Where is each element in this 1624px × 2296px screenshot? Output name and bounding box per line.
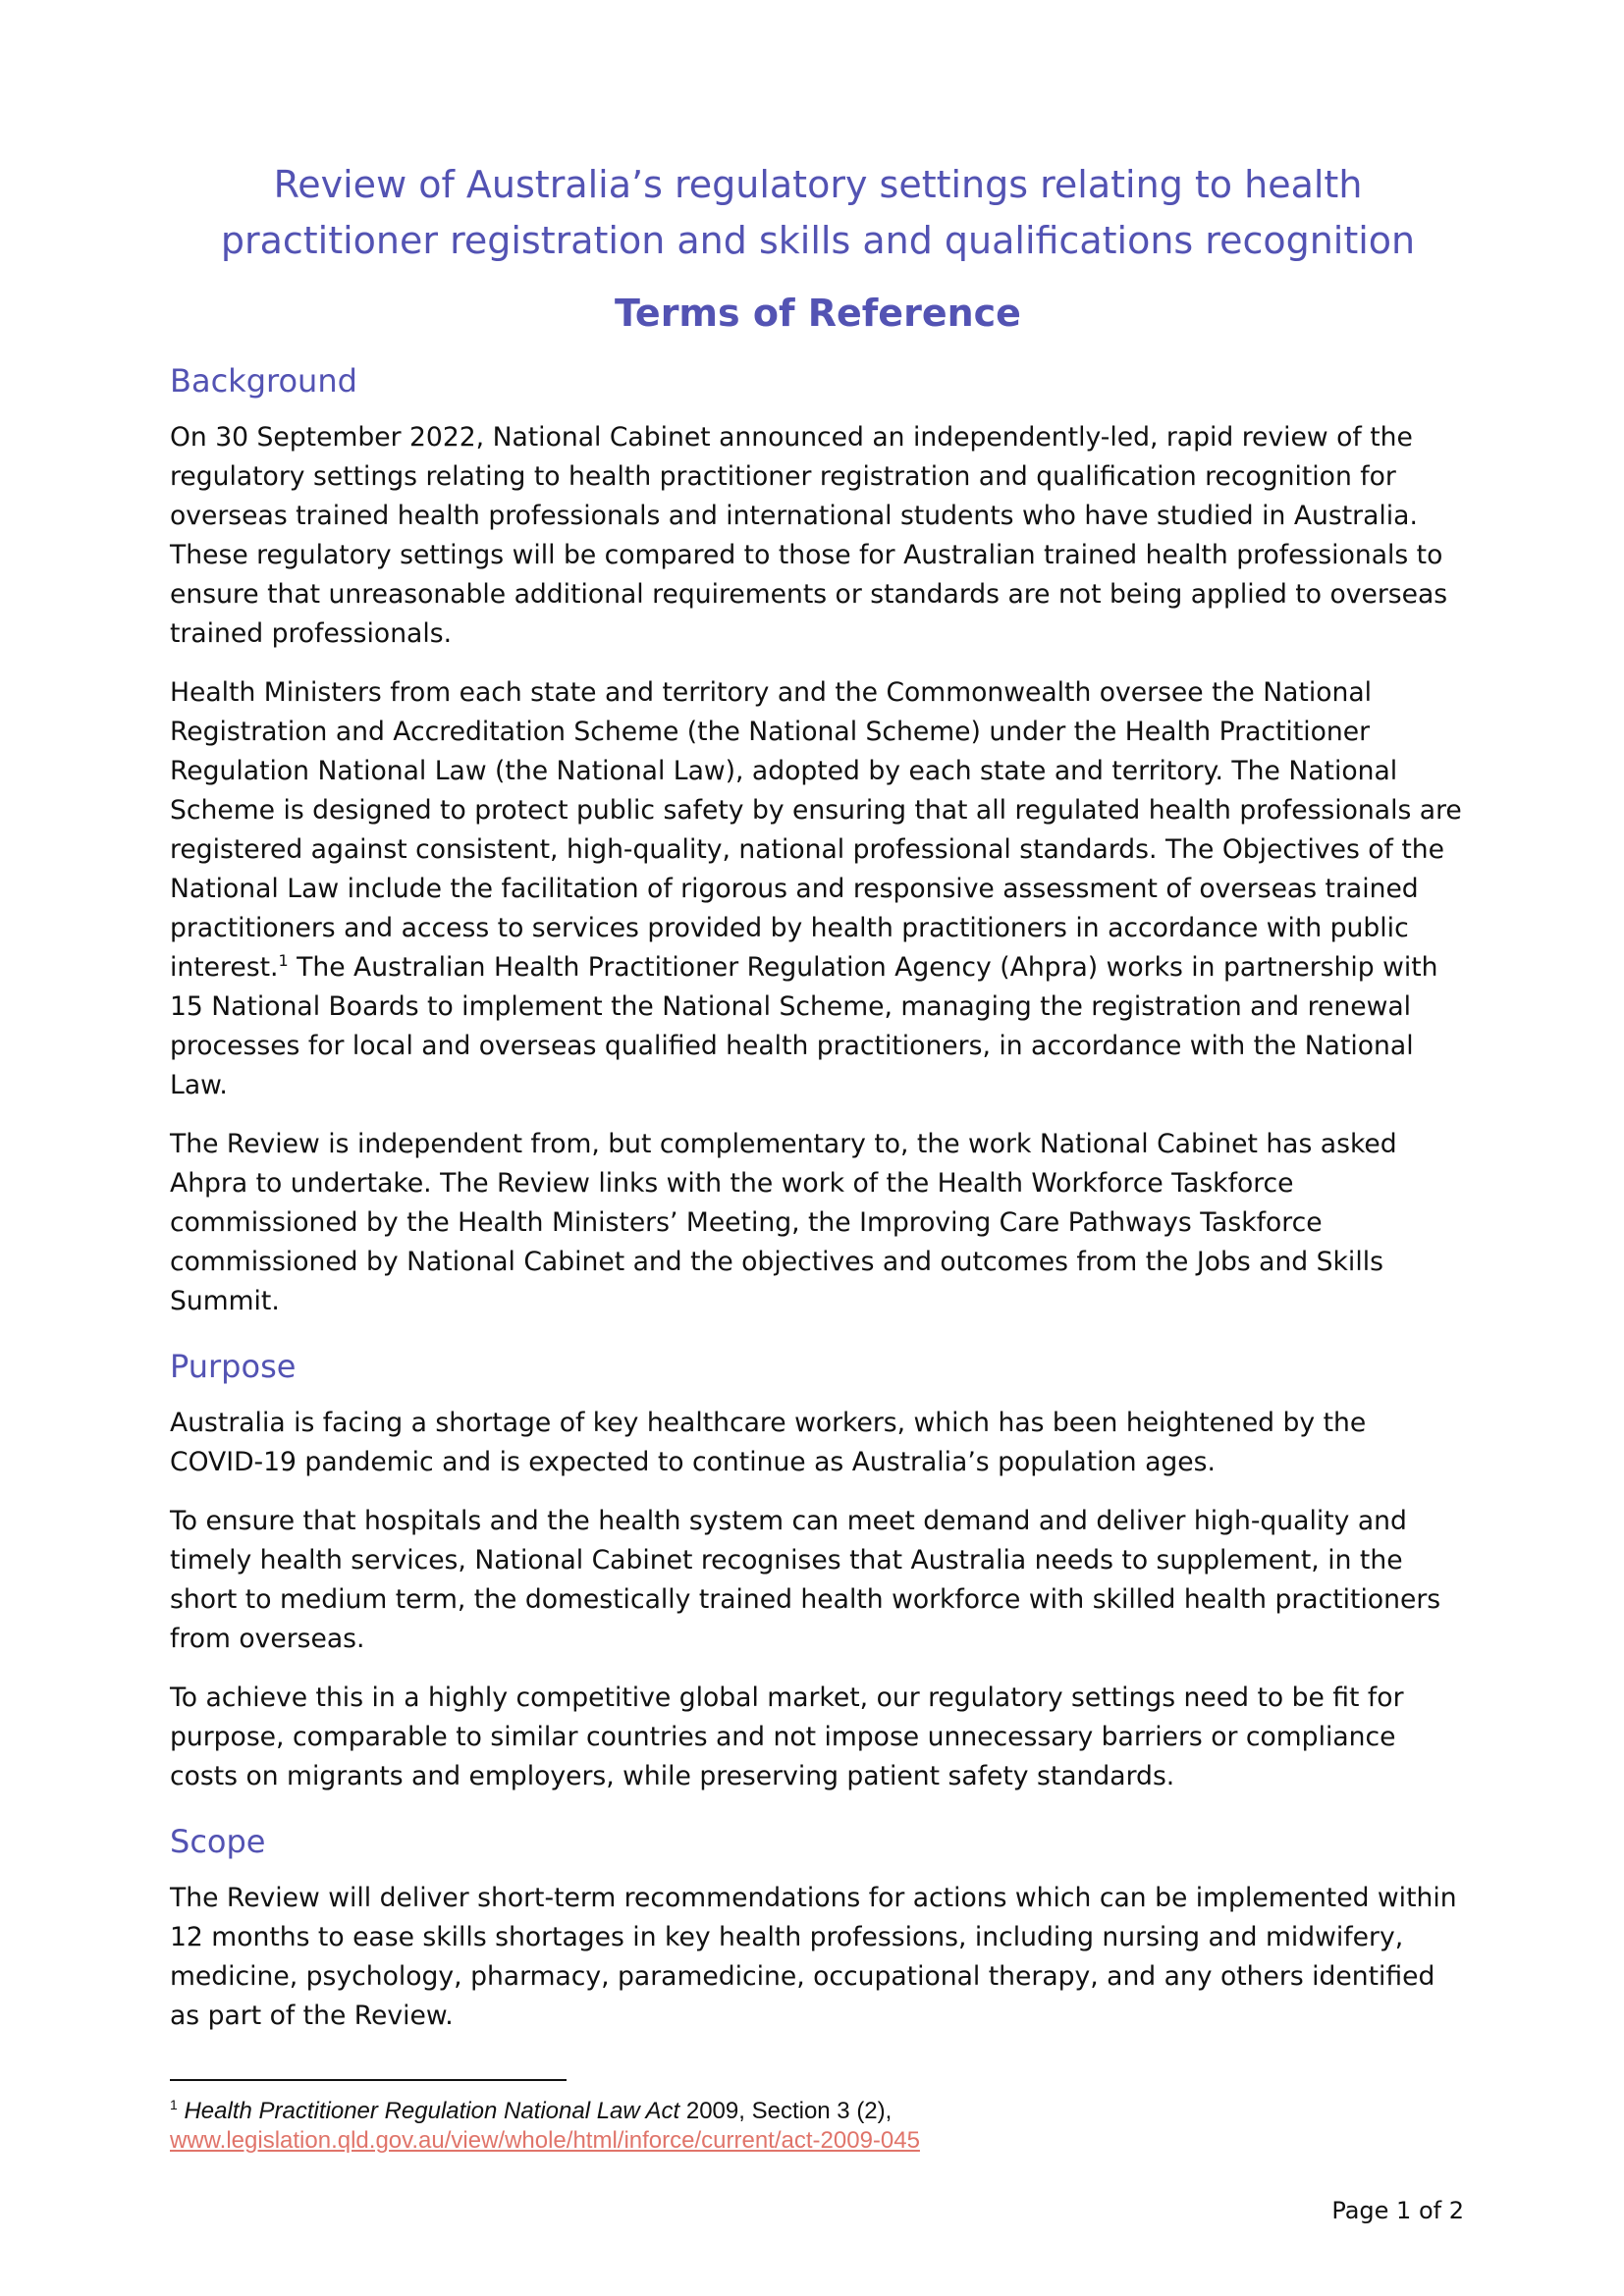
paragraph: The Review is independent from, but complementary to, the work National Cabinet has asked Ahpra to undertake. The Review links with the work of the Health Workforce Taskforce commissioned by the Health Ministers’ Meeting, the Improving Care Pathways Taskforce commissioned by National Cabinet and the objectives and outcomes from the Jobs and Skills Summit. xyxy=(170,1129,1397,1316)
paragraph xyxy=(170,673,1466,1105)
footnote xyxy=(170,2097,1466,2156)
footnote-link[interactable]: www.legislation.qld.gov.au/view/whole/html/inforce/current/act-2009-045 xyxy=(170,2127,920,2154)
section-heading-scope: Scope xyxy=(170,1823,266,1860)
paragraph-text-continued: The Australian Health Practitioner Regulation Agency (Ahpra) works in partnership with 15 National Boards to implement the National Scheme, managing the registration and renewal processes for local and overseas qualified health practitioners, in accordance with the National Law. xyxy=(170,952,1438,1100)
footnote-citation: 2009, Section 3 (2), xyxy=(679,2098,893,2124)
section-scope xyxy=(170,1820,1466,2036)
footnote-reference[interactable]: 1 xyxy=(278,951,289,971)
paragraph: To ensure that hospitals and the health system can meet demand and deliver high-quality and timely health services, National Cabinet recognises that Australia needs to supplement, in the short to medium term, the domestically trained health workforce with skilled health practitioners from overseas. xyxy=(170,1506,1441,1654)
footnote-act-name: Health Practitioner Regulation National Law Act xyxy=(184,2098,680,2124)
footnote-marker: 1 xyxy=(170,2097,178,2112)
paragraph: On 30 September 2022, National Cabinet announced an independently-led, rapid review of the regulatory settings relating to health practitioner registration and qualification recognition for overseas trained health professionals and international students who have studied in Australia. These regulatory settings will be compared to those for Australian trained health professionals to ensure that unreasonable additional requirements or standards are not being applied to overseas trained professionals. xyxy=(170,422,1448,649)
document-title: Review of Australia’s regulatory settings relating to health practitioner registration and skills and qualifications recognition xyxy=(220,163,1416,262)
section-purpose xyxy=(170,1345,1466,1796)
section-heading-background: Background xyxy=(170,362,357,400)
page-content xyxy=(170,157,1466,2056)
page-number: Page 1 of 2 xyxy=(1331,2197,1464,2224)
section-heading-purpose: Purpose xyxy=(170,1348,297,1385)
section-background xyxy=(170,359,1466,1321)
paragraph-text: Health Ministers from each state and territory and the Commonwealth oversee the National Registration and Accreditation Scheme (the National Scheme) under the Health Practitioner Regulation National Law (the National Law), adopted by each state and territory. The National Scheme is designed to protect public safety by ensuring that all regulated health professionals are registered against consistent, high-quality, national professional standards. The Objectives of the National Law include the facilitation of rigorous and responsive assessment of overseas trained practitioners and access to services provided by health practitioners in accordance with public interest. xyxy=(170,677,1462,983)
document-subtitle: Terms of Reference xyxy=(615,292,1021,335)
paragraph: To achieve this in a highly competitive global market, our regulatory settings need to be fit for purpose, comparable to similar countries and not impose unnecessary barriers or compliance costs on migrants and employers, while preserving patient safety standards. xyxy=(170,1682,1404,1791)
paragraph: The Review will deliver short-term recommendations for actions which can be implemented within 12 months to ease skills shortages in key health professions, including nursing and midwifery, medicine, psychology, pharmacy, paramedicine, occupational therapy, and any others identified as part of the Review. xyxy=(170,1883,1457,2031)
paragraph: Australia is facing a shortage of key healthcare workers, which has been heightened by the COVID-19 pandemic and is expected to continue as Australia’s population ages. xyxy=(170,1408,1367,1477)
footnote-divider xyxy=(170,2079,567,2081)
